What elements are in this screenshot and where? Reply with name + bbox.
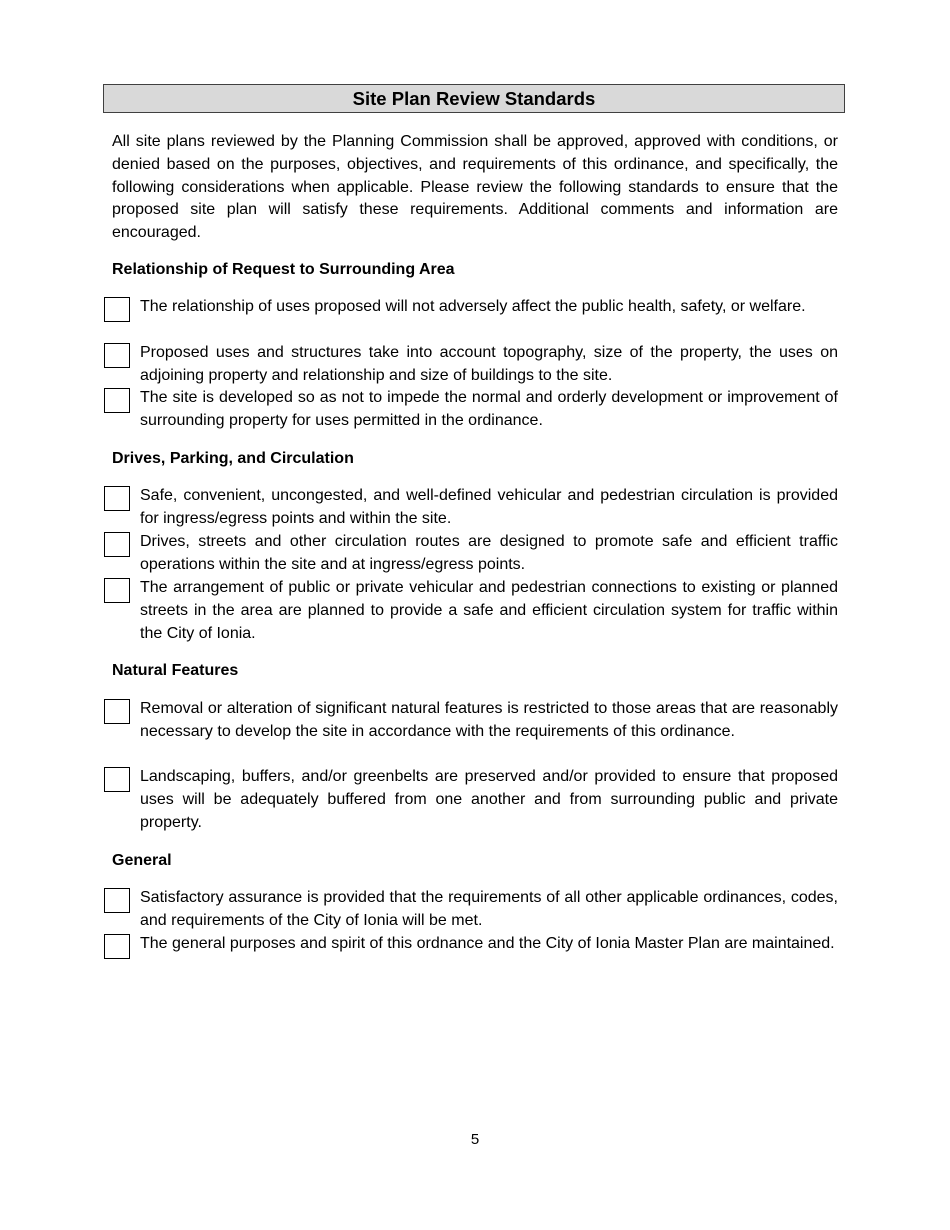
checklist-item-text: The relationship of uses proposed will not adversely affect the public health, safety, or welfare. bbox=[140, 298, 806, 315]
page-number: 5 bbox=[470, 1131, 480, 1148]
checklist-item-text: Landscaping, buffers, and/or greenbelts are preserved and/or provided to ensure that proposed uses will be adequately buffered from one another and from surrounding public and private property. bbox=[140, 768, 838, 831]
checkbox[interactable] bbox=[104, 486, 130, 511]
checkbox[interactable] bbox=[104, 578, 130, 603]
checklist-item-text: The general purposes and spirit of this ordnance and the City of Ionia Master Plan are maintained. bbox=[140, 935, 835, 952]
section-heading-drives-parking-circulation: Drives, Parking, and Circulation bbox=[112, 450, 354, 467]
checklist-item-text: Removal or alteration of significant natural features is restricted to those areas that are reasonably necessary to develop the site in accordance with the requirements of this ordinance. bbox=[140, 700, 838, 740]
checkbox[interactable] bbox=[104, 934, 130, 959]
intro-paragraph: All site plans reviewed by the Planning Commission shall be approved, approved with conditions, or denied based on the purposes, objectives, and requirements of this ordinance, and specifically, the following considerations when applicable. Please review the following standards to ensure that the proposed site plan will satisfy these requirements. Additional comments and information are encouraged. bbox=[112, 133, 838, 242]
checkbox[interactable] bbox=[104, 767, 130, 792]
checklist-item-text: Proposed uses and structures take into account topography, size of the property, the uses on adjoining property and relationship and size of buildings to the site. bbox=[140, 344, 838, 384]
checklist-item-text: Drives, streets and other circulation routes are designed to promote safe and efficient traffic operations within the site and at ingress/egress points. bbox=[140, 533, 838, 573]
section-heading-natural-features: Natural Features bbox=[112, 662, 239, 679]
checklist-item-text: The site is developed so as not to impede the normal and orderly development or improvement of surrounding property for uses permitted in the ordinance. bbox=[140, 389, 838, 429]
checkbox[interactable] bbox=[104, 888, 130, 913]
checkbox[interactable] bbox=[104, 343, 130, 368]
checkbox[interactable] bbox=[104, 699, 130, 724]
checkbox[interactable] bbox=[104, 532, 130, 557]
page-title: Site Plan Review Standards bbox=[103, 84, 845, 113]
checklist-item-text: Safe, convenient, uncongested, and well-defined vehicular and pedestrian circulation is provided for ingress/egress points and within the site. bbox=[140, 487, 838, 527]
checkbox[interactable] bbox=[104, 388, 130, 413]
section-heading-general: General bbox=[112, 852, 172, 869]
checklist-item-text: The arrangement of public or private vehicular and pedestrian connections to existing or planned streets in the area are planned to provide a safe and efficient circulation system for traffic within the City of Ionia. bbox=[140, 579, 838, 642]
checklist-item-text: Satisfactory assurance is provided that the requirements of all other applicable ordinances, codes, and requirements of the City of Ionia will be met. bbox=[140, 889, 838, 929]
section-heading-surrounding-area: Relationship of Request to Surrounding Area bbox=[112, 261, 455, 278]
checkbox[interactable] bbox=[104, 297, 130, 322]
